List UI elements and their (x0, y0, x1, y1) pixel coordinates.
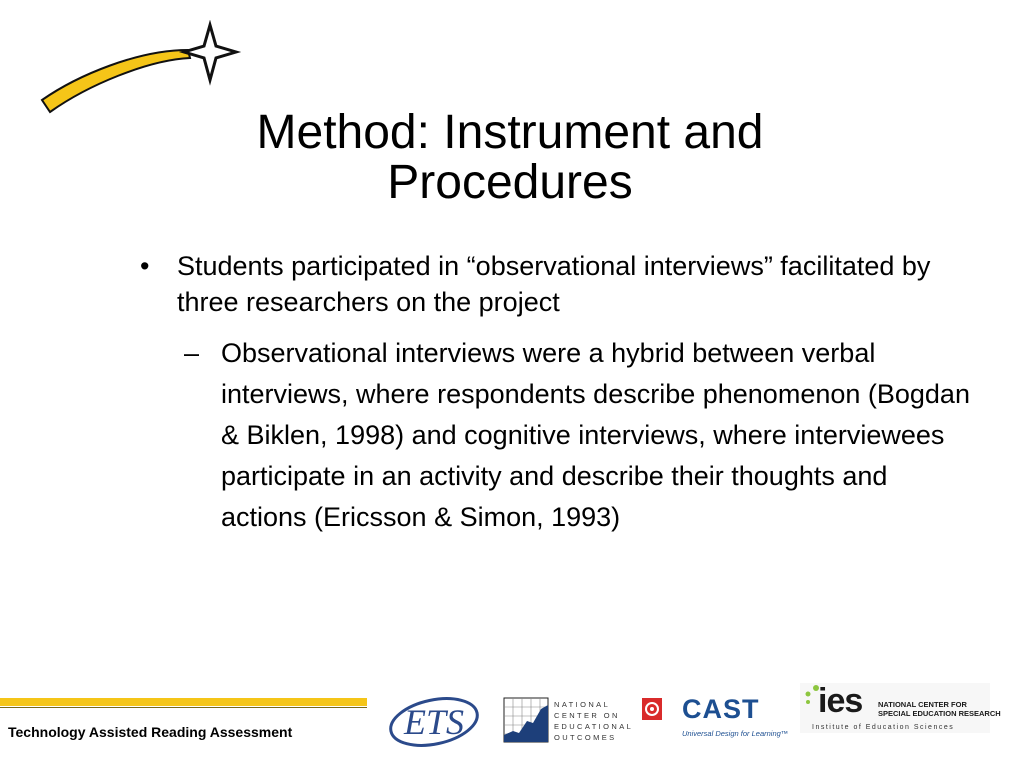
bullet-mark: • (140, 251, 150, 281)
ncrm-line: OUTCOMES (554, 733, 617, 742)
slide-body (140, 248, 970, 538)
sub-bullet-mark: – (184, 338, 200, 368)
bullet-item (140, 248, 970, 320)
title-line-1: Method: Instrument and (256, 106, 764, 159)
ies-center-line: SPECIAL EDUCATION RESEARCH (878, 709, 1001, 718)
ets-logo (384, 690, 484, 750)
shooting-star-logo (38, 20, 248, 115)
ncrm-logo-text (554, 699, 633, 743)
sub-bullet-text: Observational interviews were a hybrid between verbal interviews, where respondents describe phenomenon (Bogdan & Biklen, 1998) and cognitive interviews, where interviewees participate in an activity and describe their thoughts and actions (Ericsson & Simon, 1993) (221, 338, 970, 532)
footer-title: Technology Assisted Reading Assessment (8, 724, 293, 740)
footer-accent-bar (0, 698, 367, 706)
slide-title (180, 108, 840, 208)
ies-institute-name: Institute of Education Sciences (812, 724, 955, 731)
ncrm-line: CENTER ON (554, 711, 620, 720)
ies-center-name (878, 700, 1001, 718)
cast-target-icon (642, 698, 662, 720)
footer-divider (0, 707, 367, 708)
ies-center-line: NATIONAL CENTER FOR (878, 700, 967, 709)
title-line-2: Procedures (387, 156, 633, 209)
sub-bullet-item (184, 333, 970, 538)
ncrm-line: NATIONAL (554, 700, 611, 709)
bullet-text: Students participated in “observational interviews” facilitated by three researchers on the project (177, 251, 931, 317)
ies-logo-word: ies (818, 682, 863, 720)
cast-logo-title: CAST (682, 694, 760, 724)
ets-logo-text: ETS (403, 702, 465, 742)
ncrm-line: EDUCATIONAL (554, 722, 634, 731)
cast-logo-subtitle: Universal Design for Learning™ (682, 729, 789, 738)
ncrm-chart-icon (503, 697, 549, 743)
